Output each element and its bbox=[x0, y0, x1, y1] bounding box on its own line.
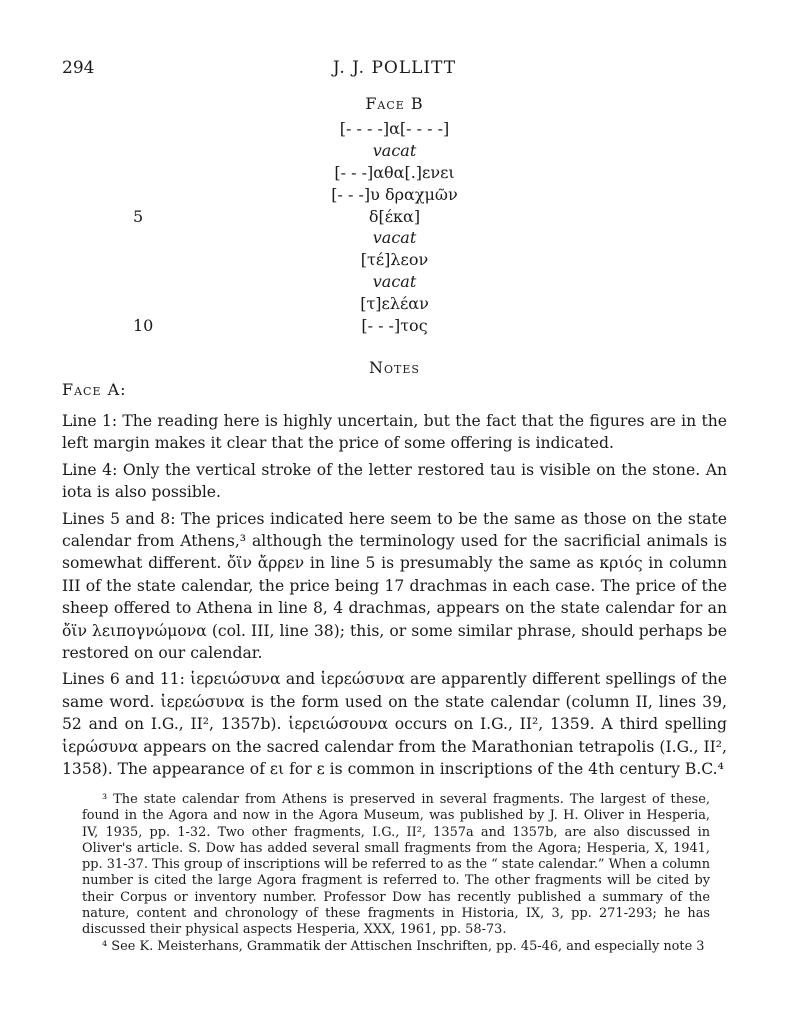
line-text: [τ]ελέαν bbox=[360, 294, 429, 314]
inscription-line bbox=[0, 293, 789, 315]
inscription-line bbox=[0, 162, 789, 184]
footnote: ⁴ See K. Meisterhans, Grammatik der Attischen Inschriften, pp. 45-46, and especially note 3 bbox=[102, 938, 705, 954]
note-paragraph: Line 1: The reading here is highly uncertain, but the fact that the figures are in the left margin makes it clear that the price of some offering is indicated. bbox=[62, 412, 727, 453]
inscription-line bbox=[0, 315, 789, 337]
inscription-line bbox=[0, 118, 789, 140]
running-title: J. J. POLLITT bbox=[332, 58, 457, 78]
line-text: [- - - -]α[- - - -] bbox=[339, 119, 450, 138]
line-text: vacat bbox=[372, 140, 417, 160]
face-b-title: Face B bbox=[365, 94, 424, 113]
note-paragraph: Lines 6 and 11: ἱερειώσυνα and ἱερεώσυνα are apparently different spellings of the same word. ἱερεώσυνα is the form used on the state calendar (column II, lines 39, 52 and on I.G., II², 1357b). ἱερειώσουνα occurs on I.G., II², 1359. A third spelling ἱερώσυνα appears on the sacred calendar from the Marathonian tetrapolis (I.G., II², 1358). The appearance of ει for ε is common in inscriptions of the 4th century B.C.⁴ bbox=[62, 670, 727, 779]
line-text: vacat bbox=[372, 272, 417, 292]
inscription-line bbox=[0, 227, 789, 249]
inscription-line bbox=[0, 140, 789, 162]
footnotes bbox=[82, 792, 710, 955]
line-text: δ[έκα] bbox=[368, 206, 421, 226]
notes-title: Notes bbox=[369, 358, 420, 377]
inscription-line bbox=[0, 271, 789, 293]
face-a-label: Face A: bbox=[62, 380, 127, 399]
note-paragraph: Line 4: Only the vertical stroke of the letter restored tau is visible on the stone. An iota is also possible. bbox=[62, 460, 727, 502]
line-number: 5 bbox=[133, 206, 144, 226]
note-paragraph: Lines 5 and 8: The prices indicated here seem to be the same as those on the state calendar from Athens,³ although the terminology used for the sacrificial animals is somewhat different. ὄϊν ἄρρεν in line 5 is presumably the same as κριός in column III of the state calendar, the price being 17 drachmas in each case. The price of the sheep offered to Athena in line 8, 4 drachmas, appears on the state calendar for an ὄϊν λειπογνώμονα (col. III, line 38); this, or some similar phrase, should perhaps be restored on our calendar. bbox=[62, 509, 727, 663]
inscription-line bbox=[0, 206, 789, 228]
inscription-face-b bbox=[0, 118, 789, 337]
line-text: vacat bbox=[372, 228, 417, 248]
inscription-line bbox=[0, 184, 789, 206]
line-number: 10 bbox=[133, 316, 154, 336]
line-text: [- - -]αθα[.]ενει bbox=[334, 162, 455, 182]
line-text: [- - -]τος bbox=[361, 316, 428, 336]
page-number: 294 bbox=[62, 58, 95, 78]
notes-body bbox=[62, 410, 727, 785]
line-text: [- - -]υ δραχμῶν bbox=[331, 184, 458, 204]
footnote: ³ The state calendar from Athens is preserved in several fragments. The largest of these, found in the Agora and now in the Agora Museum, was published by J. H. Oliver in Hesperia, IV, 1935, pp. 1-32. Two other fragments, I.G., II², 1357a and 1357b, are also discussed in Oliver's article. S. Dow has added several small fragments from the Agora; Hesperia, X, 1941, pp. 31-37. This group of inscriptions will be referred to as the “ state calendar.” When a column number is cited the large Agora fragment is referred to. The other fragments will be cited by their Corpus or inventory number. Professor Dow has recently published a summary of the nature, content and chronology of these fragments in Historia, IX, 3, pp. 271-293; he has discussed their physical aspects Hesperia, XXX, 1961, pp. 58-73. bbox=[82, 792, 710, 938]
inscription-line bbox=[0, 249, 789, 271]
line-text: [τέ]λεον bbox=[360, 250, 429, 270]
